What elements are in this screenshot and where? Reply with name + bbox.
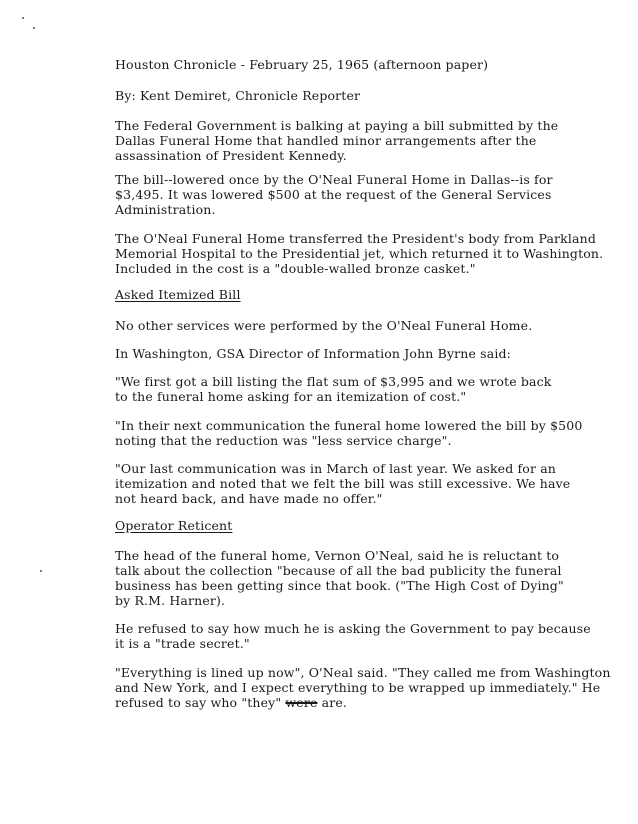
scan-speck [22,17,24,19]
paragraph-line: talk about the collection "because of all the bad publicity the funeral [115,563,562,578]
paragraph-line: "In their next communication the funeral home lowered the bill by $500 [115,418,583,433]
scan-speck [33,27,35,29]
byline: By: Kent Demiret, Chronicle Reporter [115,88,361,103]
paragraph-line: noting that the reduction was "less service charge". [115,433,452,448]
document-header: Houston Chronicle - February 25, 1965 (afternoon paper) [115,57,489,72]
paragraph-line: He refused to say how much he is asking the Government to pay because [115,621,591,636]
paragraph-line: business has been getting since that book. ("The High Cost of Dying" [115,578,564,593]
paragraph-line: assassination of President Kennedy. [115,148,347,163]
paragraph-line: "Our last communication was in March of last year. We asked for an [115,461,556,476]
paragraph-line: to the funeral home asking for an itemization of cost." [115,389,467,404]
paragraph-line: The head of the funeral home, Vernon O'Neal, said he is reluctant to [115,548,560,563]
paragraph-line: The Federal Government is balking at paying a bill submitted by the [115,118,559,133]
paragraph-line: Included in the cost is a "double-walled bronze casket." [115,261,476,276]
line-text: are. [317,695,348,710]
paragraph-line: not heard back, and have made no offer." [115,491,383,506]
paragraph-line: itemization and noted that we felt the bill was still excessive. We have [115,476,571,491]
paragraph-line: by R.M. Harner). [115,593,226,608]
paragraph-line: The bill--lowered once by the O'Neal Funeral Home in Dallas--is for [115,172,553,187]
paragraph-line: $3,495. It was lowered $500 at the request of the General Services [115,187,552,202]
scan-speck [40,570,42,572]
paragraph-line: it is a "trade secret." [115,636,250,651]
paragraph-line: Dallas Funeral Home that handled minor arrangements after the [115,133,537,148]
paragraph-line: "Everything is lined up now", O'Neal said. "They called me from Washington [115,665,611,680]
struck-text: were [285,695,318,710]
paragraph-line: In Washington, GSA Director of Information John Byrne said: [115,346,511,361]
paragraph-line: "We first got a bill listing the flat sum of $3,995 and we wrote back [115,374,552,389]
paragraph-line [115,695,347,710]
paragraph-line: and New York, and I expect everything to be wrapped up immediately." He [115,680,601,695]
line-text: refused to say who "they" [115,695,286,710]
paragraph-line: The O'Neal Funeral Home transferred the President's body from Parkland [115,231,596,246]
paragraph-line: Memorial Hospital to the Presidential jet, which returned it to Washington. [115,246,604,261]
paragraph-line: Administration. [115,202,216,217]
paragraph-line: No other services were performed by the O'Neal Funeral Home. [115,318,533,333]
subheading: Operator Reticent [115,518,233,533]
subheading: Asked Itemized Bill [115,287,241,302]
